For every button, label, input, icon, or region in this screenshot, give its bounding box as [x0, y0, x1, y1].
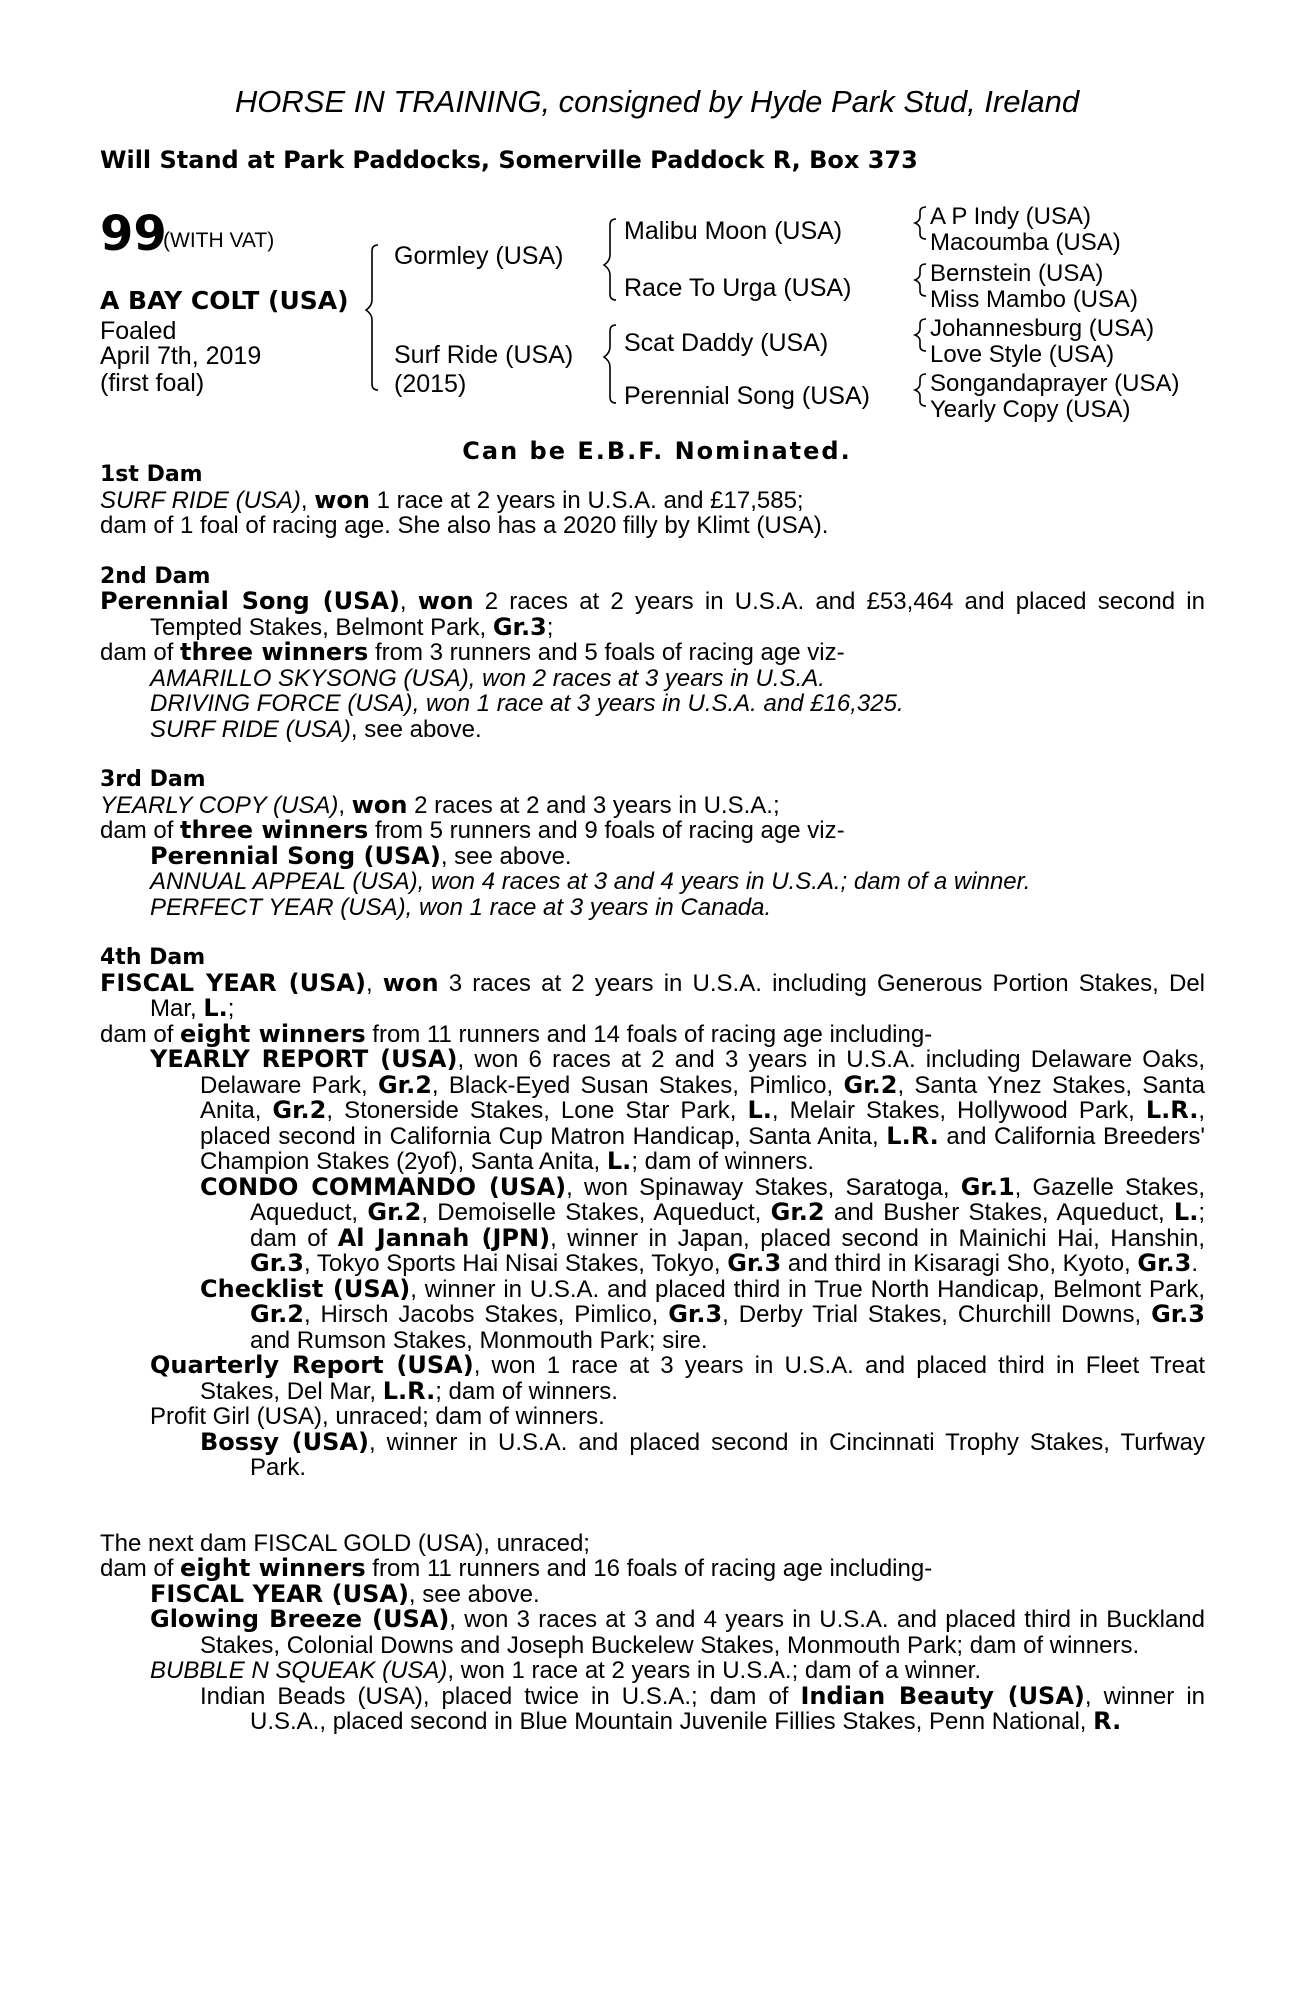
dam3-heading: 3rd Dam: [100, 767, 206, 792]
pedigree-dam-sire: Scat Daddy (USA): [624, 329, 829, 357]
dam4-name: FISCAL YEAR (USA): [100, 968, 366, 997]
bracket-sire: [604, 219, 616, 300]
dam3-progeny-1: Perennial Song (USA), see above.: [150, 841, 572, 870]
vat-note: (WITH VAT): [163, 229, 275, 252]
nextdam-produce: dam of eight winners from 11 runners and 16 foals of racing age including-: [100, 1554, 933, 1582]
lot-number: 99: [100, 206, 167, 262]
dam1-name: SURF RIDE (USA): [100, 486, 301, 514]
bracket-g3: [915, 319, 926, 351]
dam2-record: Perennial Song (USA), won 2 races at 2 years in U.S.A. and £53,464 and placed second in Tempted Stakes, Belmont Park, Gr.3;: [100, 587, 1205, 641]
dam2-heading: 2nd Dam: [100, 563, 211, 589]
pedigree-g4: Miss Mambo (USA): [930, 286, 1139, 313]
lot-description: A BAY COLT (USA): [100, 286, 349, 315]
nextdam-grand-indian-beads: Indian Beads (USA), placed twice in U.S.A.; dam of Indian Beauty (USA), winner in U.S.A., placed second in Blue Mountain Juvenile Fillies Stakes, Penn National, R.: [200, 1681, 1205, 1735]
foaled-label: Foaled: [100, 317, 177, 345]
nextdam-progeny-bubble-n-squeak: BUBBLE N SQUEAK (USA), won 1 race at 2 years in U.S.A.; dam of a winner.: [150, 1657, 982, 1684]
bracket-g4: [915, 374, 926, 406]
dam4-progeny-quarterly-report: Quarterly Report (USA), won 1 race at 3 years in U.S.A. and placed third in Fleet Treat Stakes, Del Mar, L.R.; dam of winners.: [150, 1351, 1205, 1405]
dam3-name: YEARLY COPY (USA): [100, 791, 339, 819]
ebf-note: Can be E.B.F. Nominated.: [462, 437, 852, 465]
dam4-grand-condo-commando: CONDO COMMANDO (USA), won Spinaway Stakes, Saratoga, Gr.1, Gazelle Stakes, Aqueduct, Gr.2, Demoiselle Stakes, Aqueduct, Gr.2 and Busher Stakes, Aqueduct, L.; dam of Al Jannah (JPN), winner in Japan, placed second in Mainichi Hai, Hanshin, Gr.3, Tokyo Sports Hai Nisai Stakes, Tokyo, Gr.3 and third in Kisaragi Sho, Kyoto, Gr.3.: [200, 1172, 1206, 1277]
pedigree-dam-year: (2015): [394, 370, 467, 398]
dam2-progeny-3: SURF RIDE (USA), see above.: [150, 715, 482, 743]
dam4-progeny-yearly-report: YEARLY REPORT (USA), won 6 races at 2 and 3 years in U.S.A. including Delaware Oaks, Delaware Park, Gr.2, Black-Eyed Susan Stakes, Pimlico, Gr.2, Santa Ynez Stakes, Santa Anita, Gr.2, Stonerside Stakes, Lone Star Park, L., Melair Stakes, Hollywood Park, L.R., placed second in California Cup Matron Handicap, Santa Anita, L.R. and California Breeders' Champion Stakes (2yof), Santa Anita, L.; dam of winners.: [150, 1045, 1206, 1175]
dam1-record: SURF RIDE (USA), won 1 race at 2 years in U.S.A. and £17,585;: [100, 485, 804, 514]
pedigree-dam-dam: Perennial Song (USA): [624, 382, 870, 410]
pedigree-g5: Johannesburg (USA): [930, 315, 1155, 342]
dam4-progeny-profit-girl: Profit Girl (USA), unraced; dam of winners.: [150, 1403, 605, 1430]
pedigree-sire-sire: Malibu Moon (USA): [624, 217, 843, 245]
bracket-g2: [915, 264, 926, 296]
pedigree-g6: Love Style (USA): [930, 341, 1115, 368]
pedigree-sire: Gormley (USA): [394, 242, 564, 270]
dam2-name: Perennial Song (USA): [100, 587, 400, 615]
dam2-progeny-2: DRIVING FORCE (USA), won 1 race at 3 years in U.S.A. and £16,325.: [150, 690, 904, 717]
dam4-record: FISCAL YEAR (USA), won 3 races at 2 years in U.S.A. including Generous Portion Stakes, Del Mar, L.;: [100, 968, 1206, 1022]
pedigree-sire-dam: Race To Urga (USA): [624, 274, 852, 302]
pedigree-g8: Yearly Copy (USA): [930, 396, 1131, 423]
dam4-grand-checklist: Checklist (USA), winner in U.S.A. and placed third in True North Handicap, Belmont Park, Gr.2, Hirsch Jacobs Stakes, Pimlico, Gr.3, Derby Trial Stakes, Churchill Downs, Gr.3 and Rumson Stakes, Monmouth Park; sire.: [200, 1274, 1205, 1354]
dam2-progeny-1: AMARILLO SKYSONG (USA), won 2 races at 3 years in U.S.A.: [150, 664, 825, 692]
pedigree-dam: Surf Ride (USA): [394, 341, 574, 369]
bracket-g1: [915, 207, 926, 239]
consignment-line: HORSE IN TRAINING, consigned by Hyde Park Stud, Ireland: [234, 84, 1080, 119]
bracket-dam: [604, 325, 616, 403]
nextdam-progeny-glowing-breeze: Glowing Breeze (USA), won 3 races at 3 and 4 years in U.S.A. and placed third in Buckland Stakes, Colonial Downs and Joseph Buckelew Stakes, Monmouth Park; dam of winners.: [150, 1605, 1205, 1659]
nextdam-progeny-fiscal-year: FISCAL YEAR (USA), see above.: [150, 1579, 540, 1608]
pedigree-g2: Macoumba (USA): [930, 229, 1121, 256]
dam4-produce: dam of eight winners from 11 runners and 14 foals of racing age including-: [100, 1019, 933, 1048]
dam3-record: YEARLY COPY (USA), won 2 races at 2 and 3 years in U.S.A.;: [100, 790, 780, 819]
dam1-heading: 1st Dam: [100, 462, 203, 487]
bracket-generation1: [366, 245, 378, 390]
dam4-grand-bossy: Bossy (USA), winner in U.S.A. and placed second in Cincinnati Trophy Stakes, Turfway Park.: [200, 1427, 1205, 1481]
dam1-produce: dam of 1 foal of racing age. She also has a 2020 filly by Klimt (USA).: [100, 512, 829, 539]
pedigree-g3: Bernstein (USA): [930, 260, 1104, 287]
pedigree-g7: Songandaprayer (USA): [930, 370, 1180, 397]
pedigree-g1: A P Indy (USA): [930, 203, 1091, 230]
nextdam-record: The next dam FISCAL GOLD (USA), unraced;: [100, 1529, 590, 1557]
dam4-heading: 4th Dam: [100, 945, 206, 970]
dam2-produce: dam of three winners from 3 runners and 5 foals of racing age viz-: [100, 638, 845, 666]
dam3-progeny-2: ANNUAL APPEAL (USA), won 4 races at 3 and 4 years in U.S.A.; dam of a winner.: [150, 868, 1031, 895]
family-record: [100, 462, 1205, 1735]
first-foal-note: (first foal): [100, 369, 205, 397]
dam3-progeny-3: PERFECT YEAR (USA), won 1 race at 3 years in Canada.: [150, 893, 772, 921]
foaled-date: April 7th, 2019: [100, 342, 262, 370]
stand-location: Will Stand at Park Paddocks, Somerville Paddock R, Box 373: [100, 146, 918, 174]
dam3-produce: dam of three winners from 5 runners and 9 foals of racing age viz-: [100, 816, 845, 844]
